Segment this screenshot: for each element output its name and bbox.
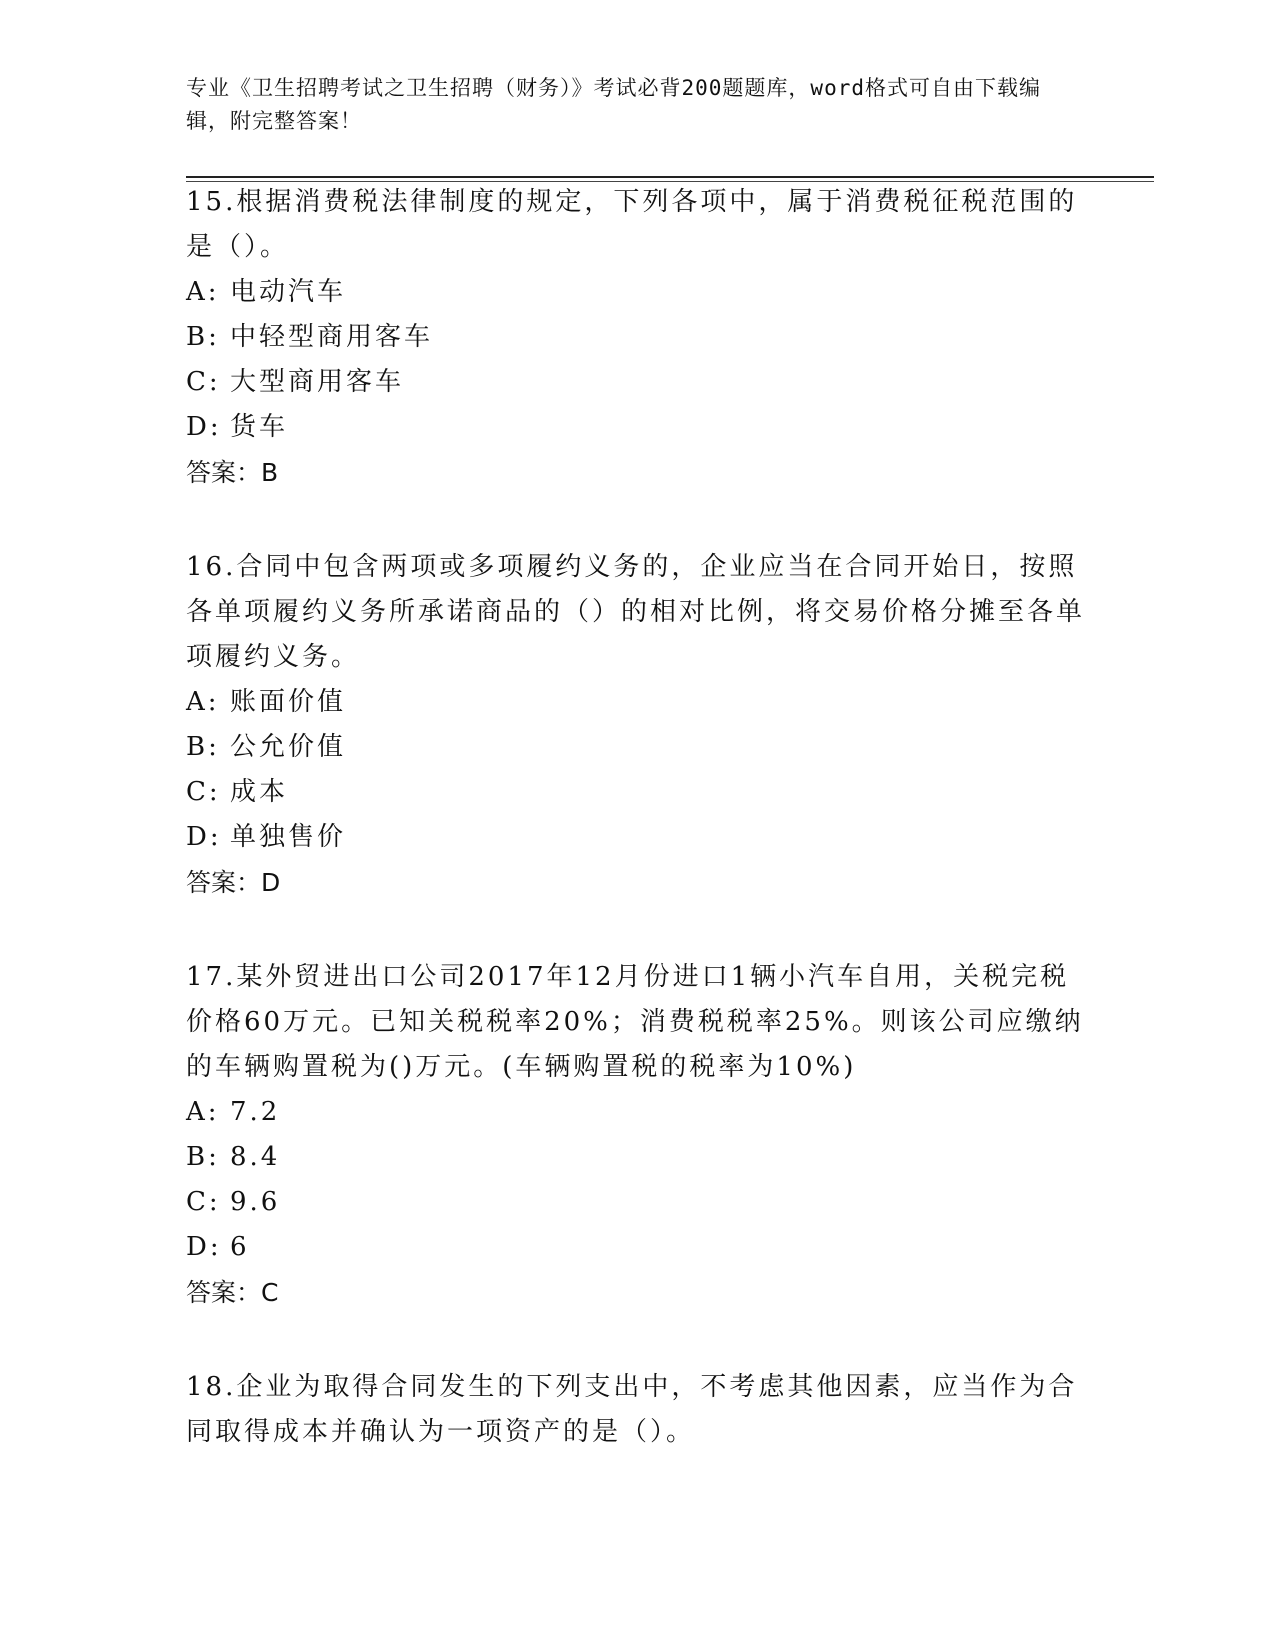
option-text: 货车 bbox=[230, 412, 289, 442]
question-18 bbox=[186, 1365, 1086, 1455]
option-text: 6 bbox=[230, 1232, 250, 1262]
option-a bbox=[186, 270, 1086, 315]
option-key: B: bbox=[186, 322, 220, 352]
option-key: A: bbox=[186, 687, 220, 717]
option-key: A: bbox=[186, 277, 220, 307]
header-rule-thick bbox=[186, 176, 1154, 178]
question-text: 15.根据消费税法律制度的规定，下列各项中，属于消费税征税范围的是（）。 bbox=[186, 187, 1078, 262]
option-text: 电动汽车 bbox=[230, 277, 347, 307]
question-text: 16.合同中包含两项或多项履约义务的，企业应当在合同开始日，按照各单项履约义务所承诺商品的（）的相对比例，将交易价格分摊至各单项履约义务。 bbox=[186, 552, 1086, 672]
option-key: C: bbox=[186, 1187, 221, 1217]
option-text: 7.2 bbox=[230, 1097, 281, 1127]
question-16 bbox=[186, 545, 1086, 905]
answer: 答案：D bbox=[186, 868, 281, 897]
question-text: 17.某外贸进出口公司2017年12月份进口1辆小汽车自用，关税完税价格60万元。已知关税税率20%；消费税税率25%。则该公司应缴纳的车辆购置税为()万元。(车辆购置税的税率为10%) bbox=[186, 962, 1084, 1082]
option-text: 单独售价 bbox=[230, 822, 347, 852]
option-key: C: bbox=[186, 777, 221, 807]
option-key: D: bbox=[186, 1232, 222, 1262]
option-a bbox=[186, 680, 1086, 725]
option-text: 9.6 bbox=[230, 1187, 281, 1217]
option-text: 中轻型商用客车 bbox=[230, 322, 434, 352]
option-a bbox=[186, 1090, 1086, 1135]
option-text: 大型商用客车 bbox=[230, 367, 405, 397]
option-key: D: bbox=[186, 822, 222, 852]
option-key: B: bbox=[186, 1142, 220, 1172]
option-b bbox=[186, 1135, 1086, 1180]
option-d bbox=[186, 815, 1086, 860]
option-text: 账面价值 bbox=[230, 687, 347, 717]
option-text: 8.4 bbox=[230, 1142, 281, 1172]
option-c bbox=[186, 770, 1086, 815]
question-17 bbox=[186, 955, 1086, 1315]
option-key: D: bbox=[186, 412, 222, 442]
option-text: 成本 bbox=[230, 777, 289, 807]
option-key: C: bbox=[186, 367, 221, 397]
option-b bbox=[186, 315, 1086, 360]
answer: 答案：B bbox=[186, 458, 279, 487]
option-key: B: bbox=[186, 732, 220, 762]
answer: 答案：C bbox=[186, 1278, 279, 1307]
option-c bbox=[186, 360, 1086, 405]
question-text: 18.企业为取得合同发生的下列支出中，不考虑其他因素，应当作为合同取得成本并确认为一项资产的是（）。 bbox=[186, 1372, 1078, 1447]
question-15 bbox=[186, 180, 1086, 495]
option-c bbox=[186, 1180, 1086, 1225]
option-b bbox=[186, 725, 1086, 770]
option-key: A: bbox=[186, 1097, 220, 1127]
option-d bbox=[186, 1225, 1086, 1270]
document-header: 专业《卫生招聘考试之卫生招聘（财务）》考试必背200题题库，word格式可自由下载编辑，附完整答案！ bbox=[186, 76, 1041, 133]
option-d bbox=[186, 405, 1086, 450]
option-text: 公允价值 bbox=[230, 732, 347, 762]
